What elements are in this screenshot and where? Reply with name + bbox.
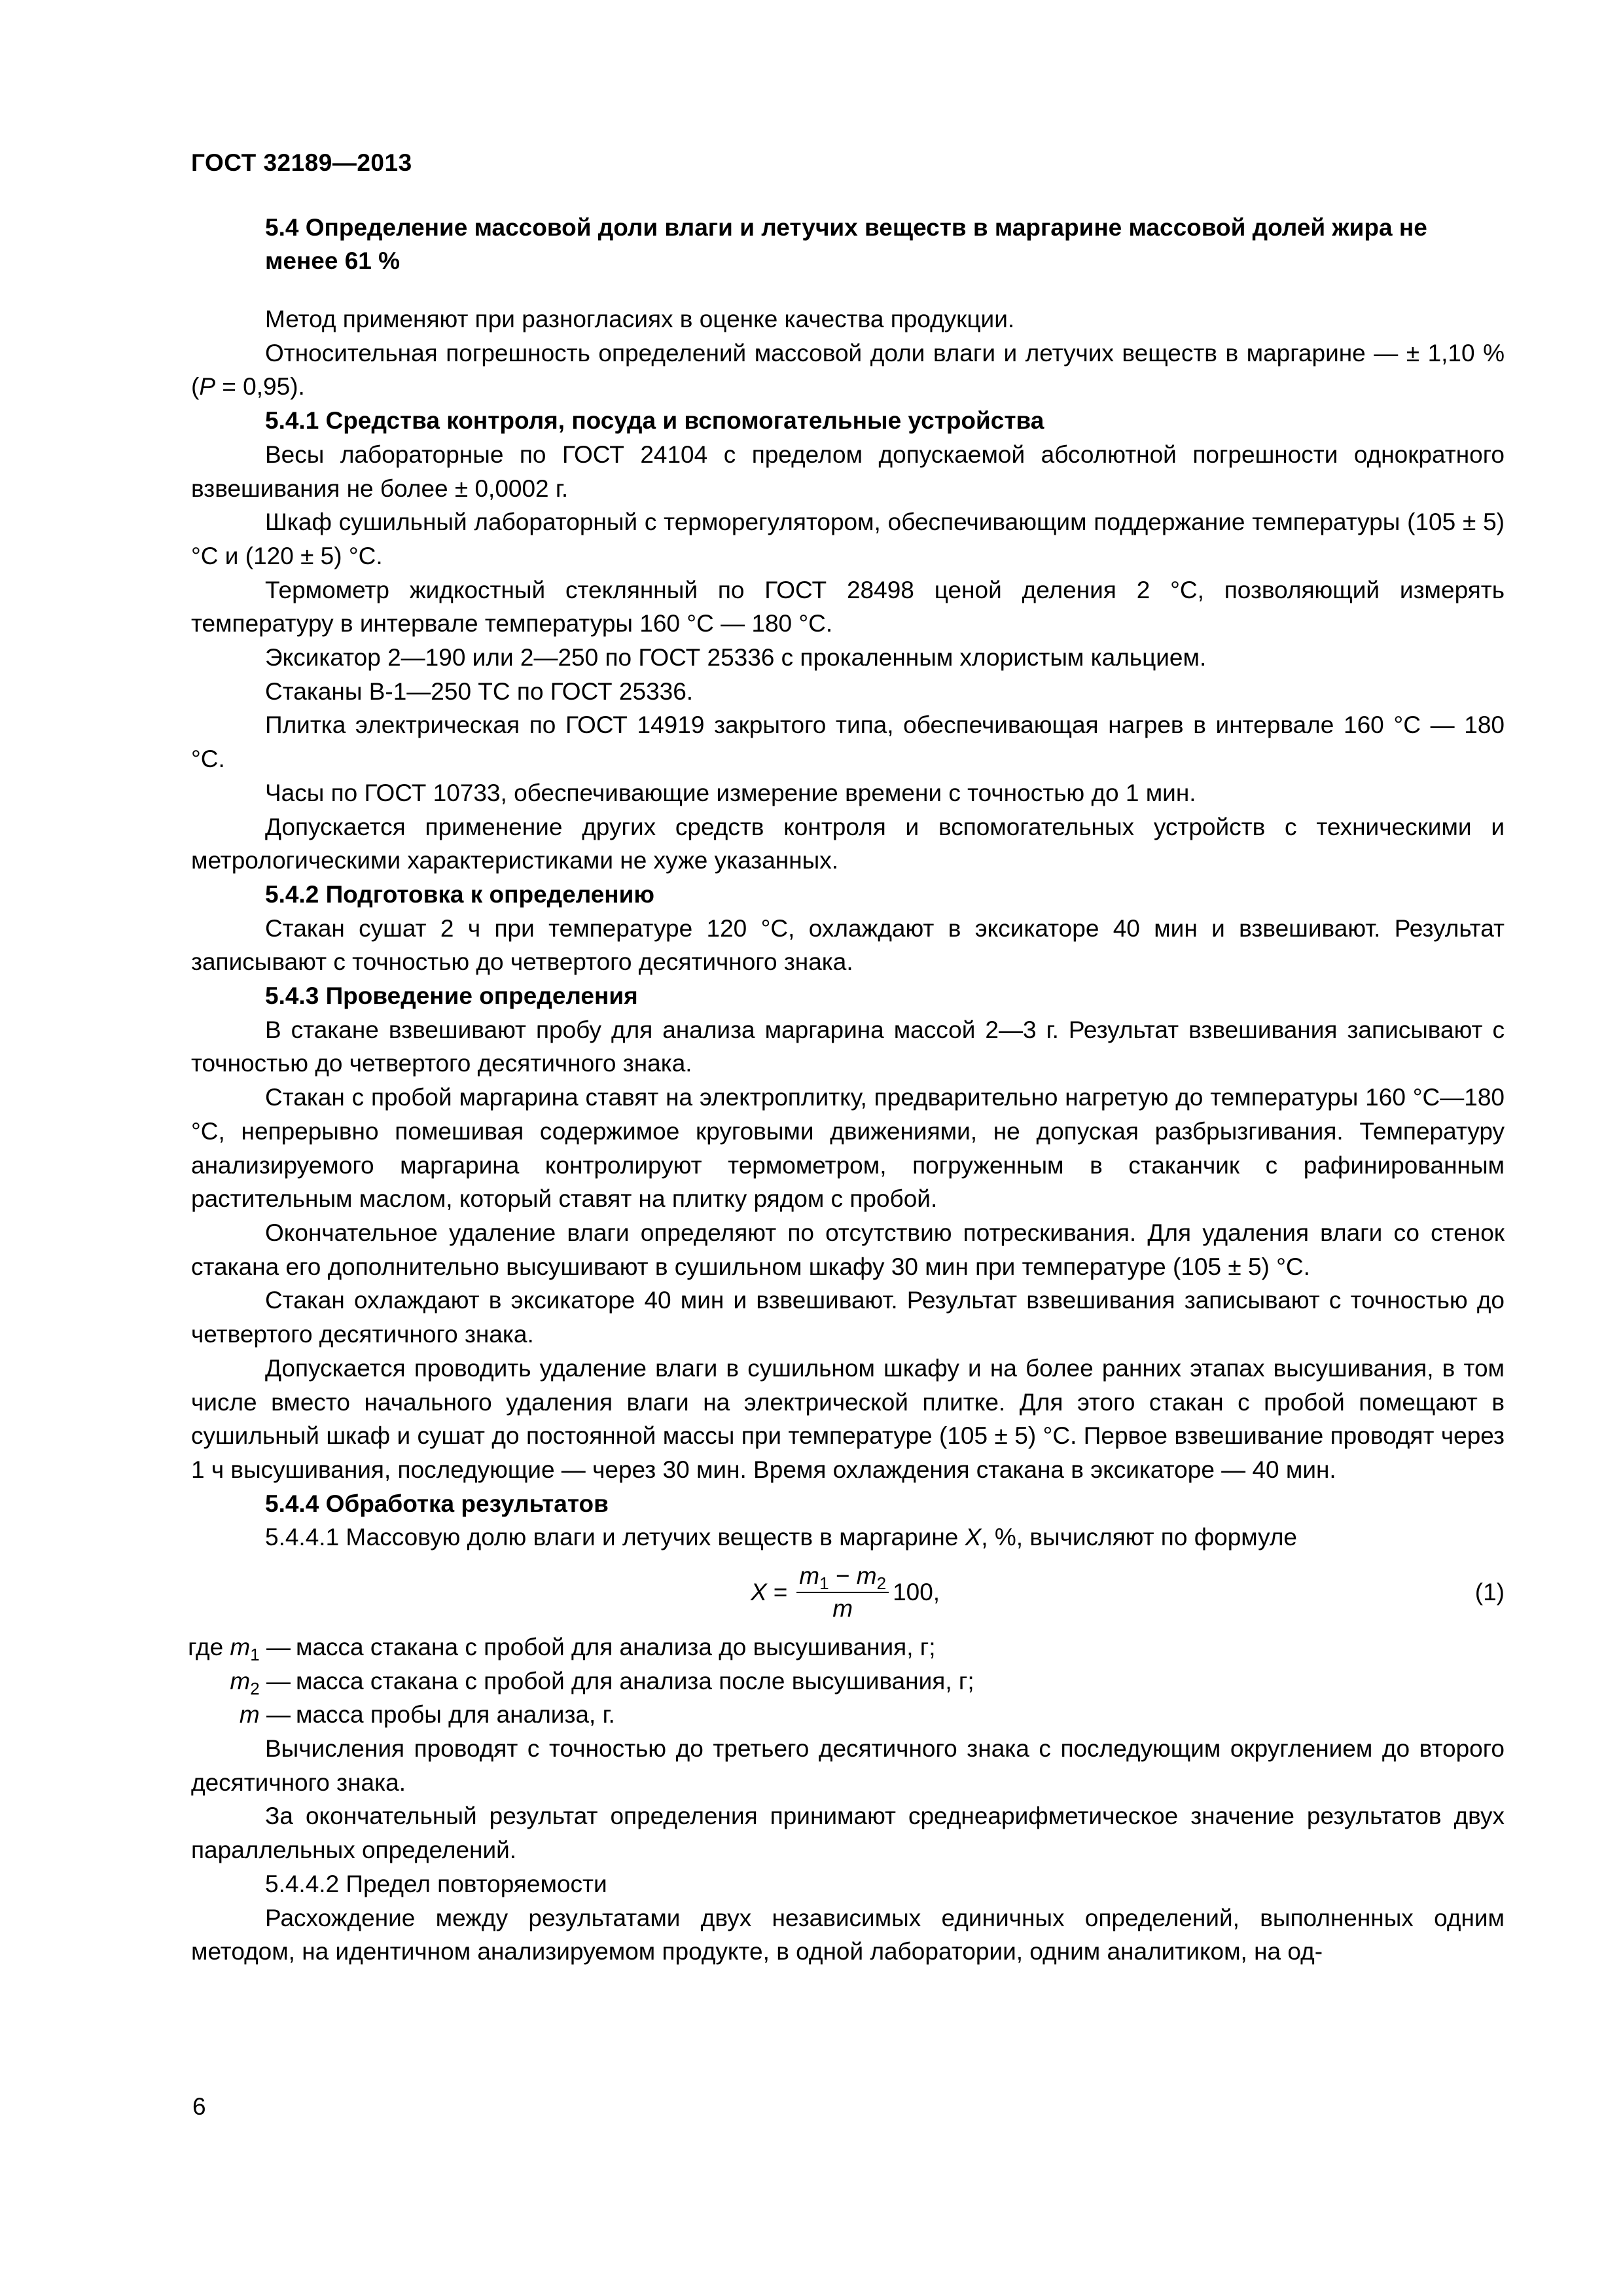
paragraph: 5.4.4.2 Предел повторяемости <box>265 1870 607 1897</box>
paragraph: Вычисления проводят с точностью до третьего десятичного знака с последующим округлением до второго десятичного знака. <box>191 1735 1505 1796</box>
formula-denominator: m <box>832 1595 853 1623</box>
where-item: m — масса пробы для анализа, г. <box>239 1701 615 1729</box>
paragraph: Допускается проводить удаление влаги в сушильном шкафу и на более ранних этапах высушивания, в том числе вместо начального удаления влаги на электрической плитке. Для этого стакан с пробой помещают в сушильный шкаф и сушат до постоянной массы при температуре (105 ± 5) °С. Первое взвешивание проводят через 1 ч высушивания, последующие — через 30 мин. Время охлаждения стакана в эксикаторе — 40 мин. <box>191 1354 1505 1483</box>
paragraph: За окончательный результат определения принимают среднеарифметическое значение результатов двух параллельных определений. <box>191 1803 1505 1864</box>
paragraph: Эксикатор 2—190 или 2—250 по ГОСТ 25336 с прокаленным хлористым кальцием. <box>265 644 1207 672</box>
document-body <box>188 211 1505 1969</box>
where-item: $m_2$ — масса стакана с пробой для анализа после высушивания, г; <box>230 1667 974 1698</box>
formula-lhs: X <box>751 1579 767 1606</box>
formula-block <box>191 1554 1505 1630</box>
section-5-4-title: 5.4 Определение массовой доли влаги и летучих веществ в маргарине массовой долей жира не менее 61 % <box>265 214 1427 274</box>
paragraph: Метод применяют при разногласиях в оценке качества продукции. <box>265 306 1015 332</box>
paragraph: Стакан охлаждают в эксикаторе 40 мин и взвешивают. Результат взвешивания записывают с точностью до четвертого десятичного знака. <box>191 1287 1505 1348</box>
section-5-4-2-title: 5.4.2 Подготовка к определению <box>265 880 654 908</box>
page-number: 6 <box>192 2093 206 2120</box>
paragraph: Плитка электрическая по ГОСТ 14919 закрытого типа, обеспечивающая нагрев в интервале 160 °С — 180 °С. <box>191 711 1505 773</box>
paragraph: Стакан сушат 2 ч при температуре 120 °С, охлаждают в эксикаторе 40 мин и взвешивают. Результат записывают с точностью до четвертого десятичного знака. <box>191 914 1505 976</box>
where-item: где $m_1$ — масса стакана с пробой для анализа до высушивания, г; <box>188 1634 936 1665</box>
paragraph: Относительная погрешность определений массовой доли влаги и летучих веществ в маргарине — ± 1,10 % (P = 0,95). <box>191 339 1505 401</box>
paragraph: Стакан с пробой маргарина ставят на электроплитку, предварительно нагретую до температуры 160 °С—180 °С, непрерывно помешивая содержимое круговыми движениями, не допуская разбрызгивания. Температуру анализируемого маргарина контролируют термометром, погруженным в стаканчик с рафинированным растительным маслом, который ставят на плитку рядом с пробой. <box>191 1084 1505 1213</box>
paragraph: 5.4.4.1 Массовую долю влаги и летучих веществ в маргарине X, %, вычисляют по формуле <box>265 1524 1297 1551</box>
paragraph: Часы по ГОСТ 10733, обеспечивающие измерение времени с точностью до 1 мин. <box>265 779 1196 806</box>
section-5-4-1-title: 5.4.1 Средства контроля, посуда и вспомогательные устройства <box>265 407 1044 435</box>
formula-factor: 100, <box>893 1579 940 1606</box>
paragraph: Допускается применение других средств контроля и вспомогательных устройств с техническими и метрологическими характеристиками не хуже указанных. <box>191 813 1505 874</box>
paragraph: Весы лабораторные по ГОСТ 24104 с пределом допускаемой абсолютной погрешности однократного взвешивания не более ± 0,0002 г. <box>191 440 1505 502</box>
formula-fraction <box>796 1562 889 1623</box>
paragraph: Шкаф сушильный лабораторный с терморегулятором, обеспечивающим поддержание температуры (105 ± 5) °С и (120 ± 5) °С. <box>191 509 1505 569</box>
formula <box>751 1554 940 1630</box>
paragraph: Термометр жидкостный стеклянный по ГОСТ 28498 ценой деления 2 °С, позволяющий измерять температуру в интервале температуры 160 °С — 180 °С. <box>191 576 1505 637</box>
paragraph: Расхождение между результатами двух независимых единичных определений, выполненных одним методом, на идентичном анализируемом продукте, в одной лаборатории, одним аналитиком, на од- <box>191 1904 1505 1965</box>
paragraph: В стакане взвешивают пробу для анализа маргарина массой 2—3 г. Результат взвешивания записывают с точностью до четвертого десятичного знака. <box>191 1016 1505 1077</box>
document-header: ГОСТ 32189—2013 <box>191 149 412 176</box>
section-5-4-4-title: 5.4.4 Обработка результатов <box>265 1490 609 1517</box>
section-5-4-3-title: 5.4.3 Проведение определения <box>265 982 638 1010</box>
formula-numerator: $m_1 - m_2$ <box>796 1562 889 1593</box>
formula-equals: = <box>773 1579 788 1606</box>
formula-number: (1) <box>1474 1579 1505 1606</box>
paragraph: Стаканы В-1—250 ТС по ГОСТ 25336. <box>265 677 694 705</box>
paragraph: Окончательное удаление влаги определяют по отсутствию потрескивания. Для удаления влаги со стенок стакана его дополнительно высушивают в сушильном шкафу 30 мин при температуре (105 ± 5) °С. <box>191 1219 1505 1280</box>
